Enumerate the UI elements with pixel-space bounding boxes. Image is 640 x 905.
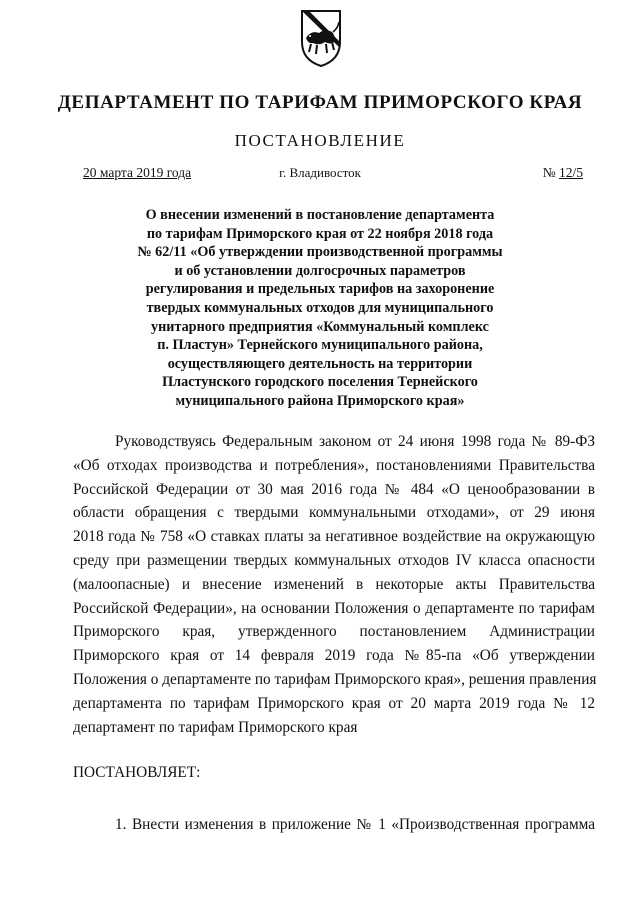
title-line: осуществляющего деятельность на территории <box>167 355 473 372</box>
decree-heading: ПОСТАНОВЛЯЕТ: <box>73 764 201 781</box>
title-line: Пластунского городского поселения Тернейского <box>162 374 478 391</box>
title-line: по тарифам Приморского края от 22 ноября 2018 года <box>146 225 494 242</box>
body-line: департамента по тарифам Приморского края от 20 марта 2019 года № 12 <box>73 694 595 712</box>
decree-item-1: 1. Внести изменения в приложение № 1 «Производственная программа <box>115 816 595 833</box>
document-type: ПОСТАНОВЛЕНИЕ <box>234 131 406 150</box>
number-value: 12/5 <box>558 165 583 180</box>
document-date: 20 марта 2019 года <box>83 165 192 180</box>
document-city: г. Владивосток <box>279 165 361 180</box>
title-line: и об установлении долгосрочных параметров <box>174 262 466 279</box>
body-line: (малоопасные) и внесение изменений в некоторые акты Правительства <box>73 575 595 593</box>
body-line: 2018 года № 758 «О ставках платы за негативное воздействие на окружающую <box>73 528 595 546</box>
body-line: департамент по тарифам Приморского края <box>73 718 358 736</box>
department-name: ДЕПАРТАМЕНТ ПО ТАРИФАМ ПРИМОРСКОГО КРАЯ <box>57 92 583 113</box>
title-line: унитарного предприятия «Коммунальный комплекс <box>151 318 489 335</box>
title-line: № 62/11 «Об утверждении производственной программы <box>137 244 503 261</box>
body-line: Приморского края от 14 февраля 2019 года №85-па «Об утверждении <box>73 647 595 665</box>
title-line: муниципального района Приморского края» <box>175 392 465 409</box>
title-line: твердых коммунальных отходов для муниципального <box>146 299 494 316</box>
body-line: среду при размещении твердых коммунальных отходов IV класса опасности <box>73 551 595 569</box>
title-line: регулирования и предельных тарифов на захоронение <box>145 281 495 298</box>
title-line: О внесении изменений в постановление департамента <box>145 207 495 223</box>
body-line: Российской Федерации от 30 мая 2016 года № 484 «О ценообразовании в <box>73 480 595 498</box>
body-line: Руководствуясь Федеральным законом от 24 июня 1998 года № 89-ФЗ <box>115 433 595 450</box>
body-line: Положения о департаменте по тарифам Приморского края», решения правления <box>73 670 597 688</box>
number-prefix: № <box>542 165 556 180</box>
document-title <box>110 206 530 411</box>
body-line: Приморского края, утвержденного постановлением Администрации <box>73 623 595 641</box>
body-line: Российской Федерации», на основании Положения о департаменте по тарифам <box>73 599 595 617</box>
document-number <box>543 165 583 181</box>
preamble-paragraph <box>73 430 595 739</box>
title-line: п. Пластун» Тернейского муниципального района, <box>157 337 483 354</box>
body-line: «Об отходах производства и потребления», постановлениями Правительства <box>73 456 595 474</box>
coat-of-arms-tiger-icon <box>299 8 343 68</box>
body-line: области обращения с твердыми коммунальными отходами», от 29 июня <box>73 504 595 522</box>
